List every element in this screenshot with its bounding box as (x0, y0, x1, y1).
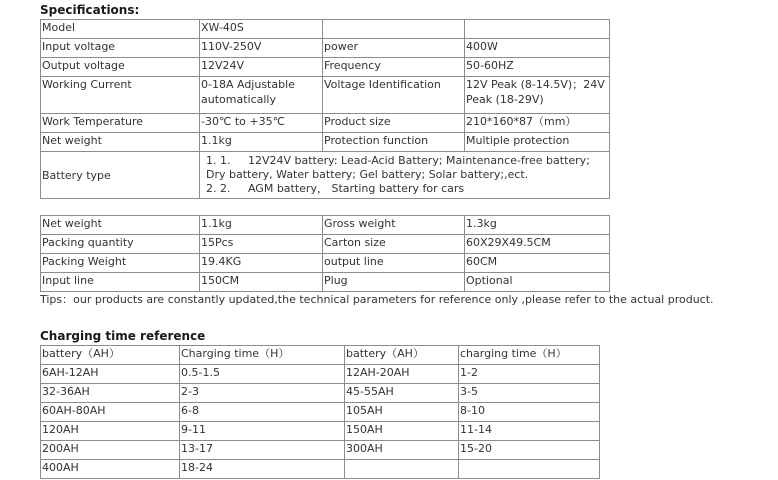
battery-capacity: 400AH (41, 460, 180, 479)
spec-row (41, 133, 610, 152)
spec-label: Working Current (41, 77, 200, 114)
spec-row (41, 20, 610, 39)
spec-value: 1.1kg (200, 133, 323, 152)
packing-value: 60CM (465, 254, 610, 273)
battery-capacity: 300AH (345, 441, 459, 460)
column-header: battery（AH） (345, 346, 459, 365)
charging-row (41, 384, 600, 403)
charging-time: 11-14 (459, 422, 600, 441)
charging-row (41, 403, 600, 422)
charging-row (41, 422, 600, 441)
packing-row (41, 273, 610, 292)
packing-row (41, 216, 610, 235)
charging-time: 15-20 (459, 441, 600, 460)
tips-note: Tips：our products are constantly updated,the technical parameters for reference only ,please refer to the actual product. (40, 293, 714, 306)
packing-value: 15Pcs (200, 235, 323, 254)
battery-type-value (200, 152, 610, 199)
battery-capacity (345, 460, 459, 479)
packing-table (40, 215, 610, 292)
spec-row (41, 114, 610, 133)
battery-type-line: 1. 1. 12V24V battery: Lead-Acid Battery; Maintenance-free battery; Dry battery, Water battery; Gel battery; Solar battery;,ect. (206, 154, 590, 181)
charging-row (41, 460, 600, 479)
column-header: Charging time（H） (180, 346, 345, 365)
spec-value: -30℃ to +35℃ (200, 114, 323, 133)
charging-header-row (41, 346, 600, 365)
battery-capacity: 120AH (41, 422, 180, 441)
packing-value: 1.3kg (465, 216, 610, 235)
spec-row (41, 58, 610, 77)
spec-value: 12V24V (200, 58, 323, 77)
packing-value: 1.1kg (200, 216, 323, 235)
charging-time: 9-11 (180, 422, 345, 441)
charging-row (41, 441, 600, 460)
spec-row (41, 39, 610, 58)
charging-time-table (40, 345, 600, 479)
charging-time: 0.5-1.5 (180, 365, 345, 384)
battery-capacity: 45-55AH (345, 384, 459, 403)
battery-capacity: 12AH-20AH (345, 365, 459, 384)
packing-label: Packing Weight (41, 254, 200, 273)
packing-value: Optional (465, 273, 610, 292)
spec-label: Protection function (323, 133, 465, 152)
spec-row (41, 77, 610, 114)
spec-value: 110V-250V (200, 39, 323, 58)
battery-capacity: 105AH (345, 403, 459, 422)
spec-value: 12V Peak (8-14.5V)；24V Peak (18-29V) (465, 77, 610, 114)
spec-label: power (323, 39, 465, 58)
specifications-heading: Specifications: (40, 3, 140, 17)
battery-capacity: 32-36AH (41, 384, 180, 403)
spec-label: Model (41, 20, 200, 39)
packing-value: 150CM (200, 273, 323, 292)
packing-value: 60X29X49.5CM (465, 235, 610, 254)
spec-value: 0-18A Adjustable automatically (200, 77, 323, 114)
spec-value: 400W (465, 39, 610, 58)
spec-value: 210*160*87（mm） (465, 114, 610, 133)
spec-value: 50-60HZ (465, 58, 610, 77)
charging-time: 8-10 (459, 403, 600, 422)
packing-label: Carton size (323, 235, 465, 254)
battery-type-label: Battery type (41, 152, 200, 199)
packing-label: Net weight (41, 216, 200, 235)
packing-label: Input line (41, 273, 200, 292)
spec-value: Multiple protection (465, 133, 610, 152)
charging-time: 6-8 (180, 403, 345, 422)
charging-time: 3-5 (459, 384, 600, 403)
packing-label: output line (323, 254, 465, 273)
battery-type-line: 2. 2. AGM battery， Starting battery for cars (206, 182, 465, 195)
battery-type-row (41, 152, 610, 199)
spec-value: XW-40S (200, 20, 323, 39)
spec-label: Product size (323, 114, 465, 133)
charging-time: 13-17 (180, 441, 345, 460)
charging-time: 1-2 (459, 365, 600, 384)
packing-row (41, 235, 610, 254)
battery-capacity: 60AH-80AH (41, 403, 180, 422)
spec-label: Frequency (323, 58, 465, 77)
packing-label: Gross weight (323, 216, 465, 235)
spec-label (323, 20, 465, 39)
spec-label: Voltage Identification (323, 77, 465, 114)
charging-row (41, 365, 600, 384)
charging-time: 2-3 (180, 384, 345, 403)
battery-capacity: 150AH (345, 422, 459, 441)
charging-time (459, 460, 600, 479)
column-header: battery（AH） (41, 346, 180, 365)
column-header: charging time（H） (459, 346, 600, 365)
spec-label: Input voltage (41, 39, 200, 58)
packing-value: 19.4KG (200, 254, 323, 273)
specifications-table (40, 19, 610, 199)
packing-label: Packing quantity (41, 235, 200, 254)
charging-time: 18-24 (180, 460, 345, 479)
spec-label: Net weight (41, 133, 200, 152)
battery-capacity: 6AH-12AH (41, 365, 180, 384)
spec-label: Output voltage (41, 58, 200, 77)
charging-time-heading: Charging time reference (40, 329, 206, 343)
spec-value (465, 20, 610, 39)
battery-capacity: 200AH (41, 441, 180, 460)
packing-label: Plug (323, 273, 465, 292)
spec-label: Work Temperature (41, 114, 200, 133)
packing-row (41, 254, 610, 273)
